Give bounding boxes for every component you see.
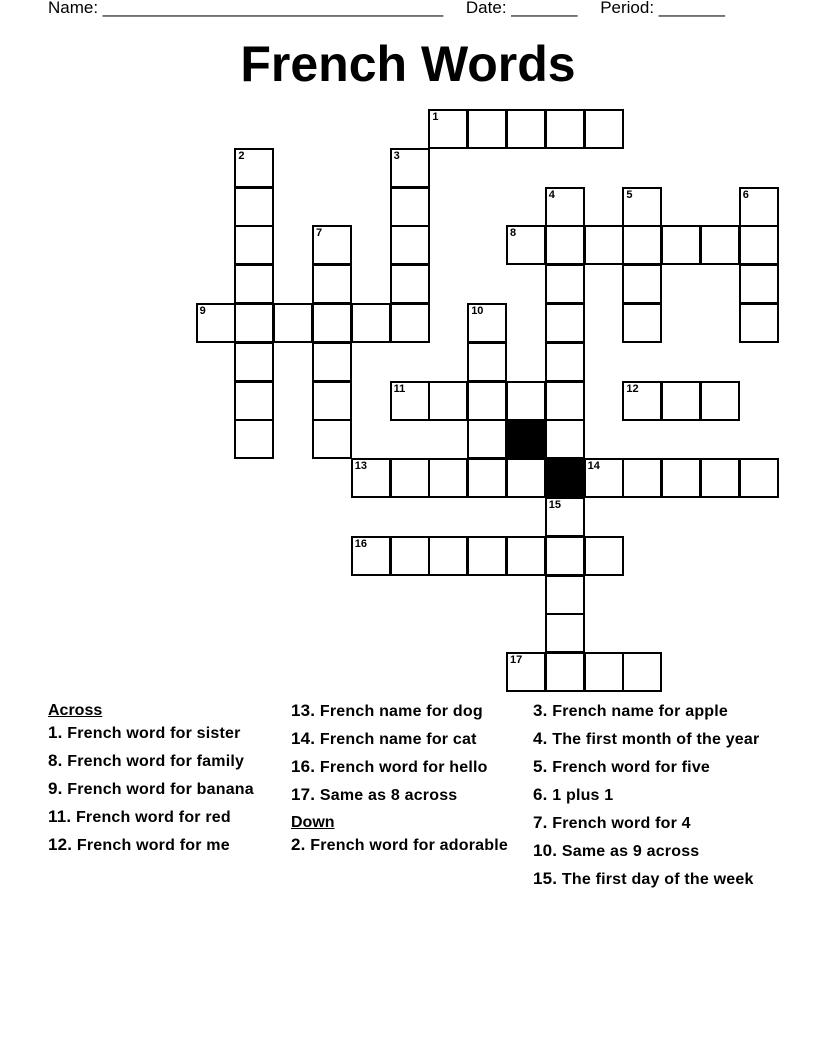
crossword-cell[interactable]: [545, 575, 585, 615]
across-clue: [291, 786, 511, 804]
across-clue: [291, 702, 511, 720]
crossword-cell[interactable]: [545, 342, 585, 382]
crossword-cell[interactable]: [428, 109, 468, 149]
crossword-cell[interactable]: [506, 536, 546, 576]
crossword-cell[interactable]: [390, 264, 430, 304]
crossword-cell[interactable]: [351, 536, 391, 576]
clue-text: 1 plus 1: [547, 787, 614, 804]
cell-number: 1: [432, 111, 439, 123]
down-clue: [533, 870, 773, 888]
crossword-cell[interactable]: [622, 264, 662, 304]
crossword-cell[interactable]: [584, 536, 624, 576]
cell-number: 17: [510, 654, 523, 667]
clues-column-2: [291, 702, 511, 864]
cell-number: 7: [316, 227, 323, 240]
name-field[interactable]: Name: ____________________________________: [48, 0, 444, 17]
clue-number: 13.: [291, 701, 316, 720]
clue-text: French word for adorable: [305, 837, 508, 854]
crossword-cell[interactable]: [273, 303, 313, 343]
black-cell: [545, 458, 585, 498]
cell-number: 15: [548, 499, 562, 511]
crossword-cell[interactable]: [739, 187, 779, 227]
crossword-cell[interactable]: [700, 458, 740, 498]
cell-number: 16: [354, 537, 368, 550]
crossword-cell[interactable]: [428, 536, 468, 576]
crossword-cell[interactable]: [622, 187, 662, 227]
crossword-cell[interactable]: [622, 381, 662, 421]
crossword-cell[interactable]: [545, 264, 585, 304]
crossword-cell[interactable]: [739, 225, 779, 265]
crossword-cell[interactable]: [545, 419, 585, 459]
across-heading: Across: [48, 702, 103, 719]
clue-text: The first month of the year: [547, 731, 760, 748]
crossword-cell[interactable]: [312, 419, 352, 459]
clues-column-1: [48, 702, 280, 864]
cell-number: 4: [548, 188, 555, 201]
clue-text: Same as 8 across: [315, 787, 458, 804]
clue-number: 5.: [533, 757, 548, 776]
crossword-cell[interactable]: [622, 225, 662, 265]
crossword-cell[interactable]: [584, 225, 624, 265]
down-clue: [291, 836, 511, 854]
crossword-cell[interactable]: [506, 109, 546, 149]
clue-number: 16.: [291, 757, 316, 776]
crossword-cell[interactable]: [390, 225, 430, 265]
crossword-cell[interactable]: [467, 303, 507, 343]
crossword-cell[interactable]: [545, 652, 585, 692]
clue-number: 3.: [533, 701, 548, 720]
crossword-cell[interactable]: [622, 652, 662, 692]
crossword-cell[interactable]: [390, 148, 430, 188]
down-heading: Down: [291, 814, 335, 831]
cell-number: 10: [471, 305, 484, 317]
crossword-cell[interactable]: [700, 225, 740, 265]
crossword-cell[interactable]: [390, 458, 430, 498]
down-clue: [533, 702, 773, 720]
date-field[interactable]: Date: _______: [465, 0, 578, 17]
clue-text: French name for dog: [315, 703, 483, 720]
crossword-cell[interactable]: [234, 303, 274, 343]
cell-number: 8: [510, 227, 517, 240]
clue-number: 4.: [533, 729, 548, 748]
clue-number: 6.: [533, 785, 548, 804]
across-clue: [48, 752, 280, 770]
cell-number: 11: [393, 382, 406, 395]
crossword-cell[interactable]: [234, 148, 274, 188]
crossword-cell[interactable]: [467, 342, 507, 382]
crossword-cell[interactable]: [506, 225, 546, 265]
crossword-cell[interactable]: [312, 342, 352, 382]
crossword-cell[interactable]: [467, 419, 507, 459]
crossword-cell[interactable]: [312, 303, 352, 343]
crossword-cell[interactable]: [545, 225, 585, 265]
clue-number: 7.: [533, 813, 548, 832]
crossword-cell[interactable]: [545, 109, 585, 149]
crossword-cell[interactable]: [584, 109, 624, 149]
clue-number: 1.: [48, 723, 63, 742]
crossword-cell[interactable]: [234, 264, 274, 304]
crossword-cell[interactable]: [234, 225, 274, 265]
crossword-cell[interactable]: [584, 458, 624, 498]
clue-text: French word for 4: [547, 815, 691, 832]
down-clue: [533, 842, 773, 860]
crossword-cell[interactable]: [390, 187, 430, 227]
clue-text: French word for family: [62, 753, 245, 770]
down-clue: [533, 758, 773, 776]
crossword-cell[interactable]: [622, 458, 662, 498]
crossword-cell[interactable]: [506, 652, 546, 692]
crossword-cell[interactable]: [545, 303, 585, 343]
clue-number: 12.: [48, 835, 73, 854]
crossword-cell[interactable]: [312, 381, 352, 421]
crossword-cell[interactable]: [739, 303, 779, 343]
crossword-cell[interactable]: [506, 458, 546, 498]
crossword-cell[interactable]: [739, 458, 779, 498]
clues-column-3: [533, 702, 773, 898]
crossword-cell[interactable]: [622, 303, 662, 343]
crossword-cell[interactable]: [700, 381, 740, 421]
clue-text: Same as 9 across: [557, 843, 700, 860]
crossword-cell[interactable]: [312, 264, 352, 304]
cell-number: 2: [238, 149, 245, 162]
clue-text: French word for red: [71, 809, 231, 826]
clue-text: French word for hello: [315, 759, 488, 776]
clue-text: French word for me: [72, 837, 230, 854]
cell-number: 13: [354, 460, 368, 473]
cell-number: 5: [626, 188, 633, 201]
clue-number: 14.: [291, 729, 316, 748]
across-clue: [48, 808, 280, 826]
clue-number: 11.: [48, 807, 72, 826]
across-clue: [48, 724, 280, 742]
clue-text: French name for cat: [315, 731, 477, 748]
page-title: French Words: [240, 36, 576, 92]
clue-number: 17.: [291, 785, 316, 804]
cell-number: 3: [393, 149, 400, 162]
down-clue: [533, 730, 773, 748]
crossword-cell[interactable]: [390, 536, 430, 576]
clue-text: French word for sister: [62, 725, 241, 742]
crossword-cell[interactable]: [467, 109, 507, 149]
down-clue: [533, 814, 773, 832]
crossword-cell[interactable]: [661, 225, 701, 265]
crossword-cell[interactable]: [506, 381, 546, 421]
clue-text: French word for five: [547, 759, 711, 776]
crossword-cell[interactable]: [351, 303, 391, 343]
crossword-cell[interactable]: [351, 458, 391, 498]
across-clue: [48, 780, 280, 798]
crossword-cell[interactable]: [467, 458, 507, 498]
crossword-cell[interactable]: [390, 303, 430, 343]
crossword-cell[interactable]: [545, 187, 585, 227]
crossword-cell[interactable]: [661, 381, 701, 421]
crossword-cell[interactable]: [428, 458, 468, 498]
period-field[interactable]: Period: _______: [600, 0, 725, 17]
clue-text: The first day of the week: [557, 871, 754, 888]
crossword-cell[interactable]: [545, 613, 585, 653]
crossword-cell[interactable]: [234, 381, 274, 421]
across-clue: [48, 836, 280, 854]
across-clue: [291, 730, 511, 748]
crossword-cell[interactable]: [467, 536, 507, 576]
across-clue: [291, 758, 511, 776]
cell-number: 14: [587, 460, 600, 473]
crossword-cell[interactable]: [545, 536, 585, 576]
clue-text: French word for banana: [62, 781, 254, 798]
clue-number: 9.: [48, 779, 63, 798]
crossword-cell[interactable]: [545, 497, 585, 537]
clue-number: 15.: [533, 869, 558, 888]
crossword-cell[interactable]: [467, 381, 507, 421]
crossword-cell[interactable]: [545, 381, 585, 421]
down-clue: [533, 786, 773, 804]
crossword-cell[interactable]: [390, 381, 430, 421]
cell-number: 12: [626, 382, 639, 395]
crossword-cell[interactable]: [661, 458, 701, 498]
black-cell: [506, 419, 546, 459]
clue-number: 10.: [533, 841, 558, 860]
crossword-cell[interactable]: [428, 381, 468, 421]
clue-text: French name for apple: [547, 703, 729, 720]
crossword-cell[interactable]: [234, 419, 274, 459]
crossword-cell[interactable]: [584, 652, 624, 692]
crossword-cell[interactable]: [196, 303, 236, 343]
crossword-cell[interactable]: [312, 225, 352, 265]
crossword-cell[interactable]: [739, 264, 779, 304]
crossword-cell[interactable]: [234, 187, 274, 227]
clue-number: 8.: [48, 751, 63, 770]
cell-number: 9: [199, 305, 206, 317]
clue-number: 2.: [291, 835, 306, 854]
cell-number: 6: [742, 188, 749, 201]
crossword-cell[interactable]: [234, 342, 274, 382]
